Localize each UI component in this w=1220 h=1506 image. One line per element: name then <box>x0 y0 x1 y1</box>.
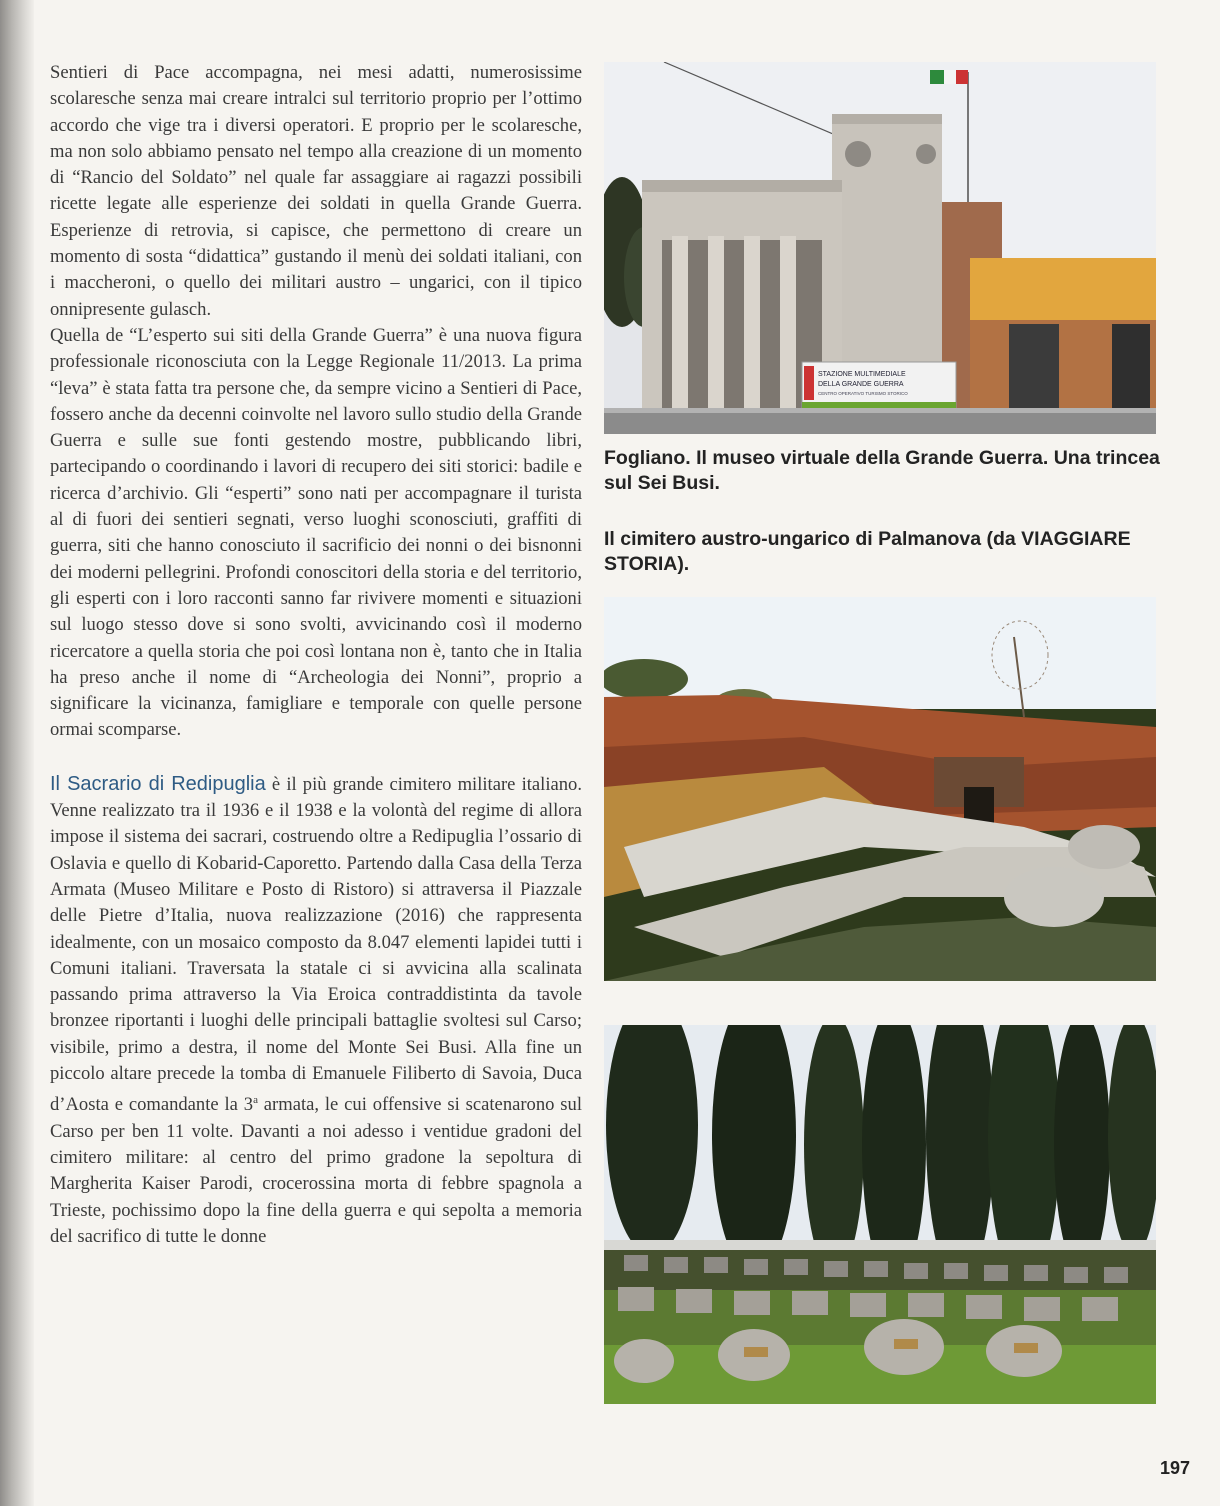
photo-palmanova-cemetery <box>604 1025 1156 1404</box>
banner-line-1: STAZIONE MULTIMEDIALE <box>818 371 906 378</box>
body-paragraph-2: Quella de “L’esperto sui siti della Grande Guerra” è una nuova figura professionale riconosciuta con la Legge Regionale 11/2013. La prima “leva” è stata fatta tra persone che, da sempre vicino a Sentieri di Pace, fossero anche da decenni coinvolte nel lavoro sullo studio della Grande Guerra e sulle sue fonti gestendo mostre, pubblicando libri, partecipando o coordinando i lavori di recupero dei siti storici: badile e ricerca d’archivio. Gli “esperti” sono nati per accompagnare il turista al di fuori dei sentieri segnati, verso luoghi sconosciuti, graffiti di guerra, siti che hanno conosciuto il sacrificio dei nonni o dei bisnonni dei moderni pellegrini. Profondi conoscitori della storia e del territorio, gli esperti con i loro racconti sanno far rivivere momenti e situazioni sul luogo stesso dove si sono svolti, avvicinando così il moderno ricercatore a quella storia che poi così lontana non è, tanto che in Italia ha preso anche il nome di “Archeologia dei Nonni”, proprio a significare la vicinanza, famigliare e temporale con quelle persone ormai scomparse. <box>50 324 582 741</box>
ordinal-superscript: a <box>253 1094 258 1107</box>
body-text-column <box>50 60 582 1250</box>
body-paragraph-1: Sentieri di Pace accompagna, nei mesi adatti, numerosissime scolaresche senza mai creare intralci sul territorio proprio per l’ottimo accordo che vige tra i diversi operatori. E proprio per le scolaresche, ma non solo abbiamo pensato nel tempo alla creazione di un momento di “Rancio del Soldato” nel quale far assaggiare ai ragazzi possibili ricette legate alle esperienze dei soldati in quella Grande Guerra. Esperienze di retrovia, si capisce, che permettono di creare un momento di sosta “didattica” gustando il menù dei soldati italiani, con i maccheroni, o quello dei militari austro – ungarici, con il tipico onnipresente gulasch. <box>50 62 582 320</box>
caption-palmanova: Il cimitero austro-ungarico di Palmanova (da VIAGGIARE STORIA). <box>604 528 1131 575</box>
page-binding-shadow <box>0 0 34 1506</box>
paragraph-3-text: è il più grande cimitero militare italiano. Venne realizzato tra il 1936 e il 1938 e la volontà del regime di allora impose il sistema dei sacrari, costruendo oltre a Redipuglia l’ossario di Oslavia e quello di Kobarid-Caporetto. Partendo dalla Casa della Terza Armata (Museo Militare e Posto di Ristoro) si attraversa il Piazzale delle Pietre d’Italia, nuova realizzazione (2016) che rappresenta idealmente, con un mosaico composto da 8.047 elementi lapidei tutti i Comuni italiani. Traversata la statale ci si avvicina alla scalinata passando prima attraverso la Via Eroica contraddistinta da tavole bronzee riportanti i luoghi delle principali battaglie svoltesi sul Carso; visibile, primo a destra, il nome del Monte Sei Busi. Alla fine un piccolo altare precede la tomba di Emanuele Filiberto di Savoia, Duca d’Aosta e comandante la 3 <box>50 773 582 1116</box>
section-lead-sacrario: Il Sacrario di Redipuglia <box>50 772 266 795</box>
photo-trench-sei-busi <box>604 597 1156 981</box>
page-number: 197 <box>1159 1458 1190 1478</box>
banner-line-3: CENTRO OPERATIVO TURISMO STORICO <box>818 391 908 396</box>
caption-fogliano: Fogliano. Il museo virtuale della Grande Guerra. Una trincea sul Sei Busi. <box>604 447 1160 494</box>
photo-fogliano-museum <box>604 62 1156 434</box>
body-paragraph-3 <box>50 771 582 1251</box>
paragraph-3-end: armata, le cui offensive si scatenarono sul Carso per ben 11 volte. Davanti a noi adesso i ventidue gradoni del cimitero militare: al centro del primo gradone la sepoltura di Margherita Kaiser Parodi, crocerossina morta di febbre spagnola a Trieste, pochissimo dopo la fine della guerra e qui sepolta a memoria del sacrifico di tutte le donne <box>50 1094 582 1247</box>
banner-line-2: DELLA GRANDE GUERRA <box>818 381 904 388</box>
